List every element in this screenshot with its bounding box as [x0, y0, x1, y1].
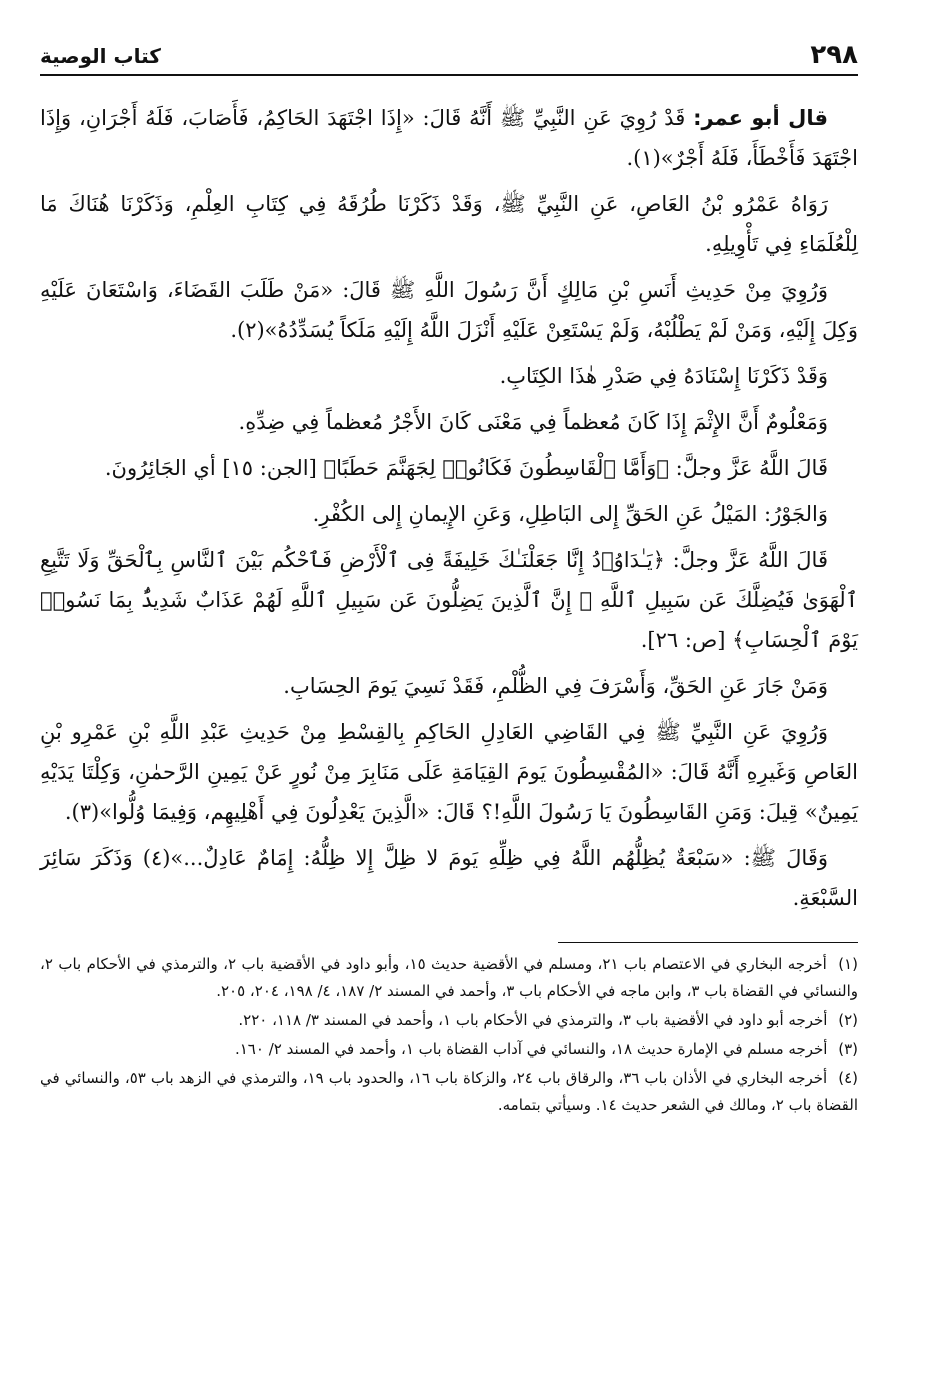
- footnote-divider: [558, 942, 858, 943]
- paragraph-text: قَدْ رُوِيَ عَنِ النَّبِيِّ ﷺ أَنَّهُ قَالَ: «إِذَا اجْتَهَدَ الحَاكِمُ، فَأَصَابَ، فَلَهُ أَجْرَانِ، وَإِذَا اجْتَهَدَ فَأَخْطَأَ، فَلَهُ أَجْرٌ»(١).: [40, 106, 858, 170]
- footnote-text: أخرجه البخاري في الأذان باب ٣٦، والرقاق باب ٢٤، والزكاة باب ١٦، والحدود باب ١٩، والترمذي في الزهد باب ٥٣، والنسائي في القضاة باب ٢، ومالك في الشعر حديث ١٤. وسيأتي بتمامه.: [40, 1069, 858, 1114]
- footnote-number: (٣): [838, 1040, 858, 1058]
- footnote-number: (٢): [838, 1011, 858, 1029]
- footnote: [40, 951, 858, 1005]
- footnote: [40, 1036, 858, 1063]
- paragraph: وَقَالَ ﷺ: «سَبْعَةٌ يُظِلُّهُم اللَّهُ فِي ظِلِّهِ يَومَ لا ظِلَّ إِلا ظِلُّهُ: إِمَامٌ عَادِلٌ...»(٤) وَذَكَرَ سَائِرَ السَّبْعَةِ.: [40, 846, 858, 910]
- footnote-text: أخرجه أبو داود في الأقضية باب ٣، والترمذي في الأحكام باب ١، وأحمد في المسند ٣/ ١١٨، ٢٢٠.: [238, 1011, 828, 1029]
- paragraph: قَالَ اللَّهُ عَزَّ وجلَّ: ﴿يَـٰدَاوُۥدُ إِنَّا جَعَلْنَـٰكَ خَلِيفَةً فِى ٱلْأَرْضِ فَٱحْكُم بَيْنَ ٱلنَّاسِ بِٱلْحَقِّ وَلَا تَتَّبِعِ ٱلْهَوَىٰ فَيُضِلَّكَ عَن سَبِيلِ ٱللَّهِ ۚ إِنَّ ٱلَّذِينَ يَضِلُّونَ عَن سَبِيلِ ٱللَّهِ لَهُمْ عَذَابٌ شَدِيدٌۢ بِمَا نَسُوا۟ يَوْمَ ٱلْحِسَابِ﴾ [ص: ٢٦].: [40, 548, 858, 652]
- footnote-number: (٤): [838, 1069, 859, 1087]
- footnote-text: أخرجه مسلم في الإمارة حديث ١٨، والنسائي في آداب القضاة باب ١، وأحمد في المسند ٢/ ١٦٠.: [234, 1040, 828, 1058]
- paragraph: وَقَدْ ذَكَرْنَا إِسْنَادَهُ فِي صَدْرِ هٰذَا الكِتَابِ.: [499, 364, 828, 388]
- page-number: ٢٩٨: [810, 40, 858, 70]
- footnote: [40, 1007, 858, 1034]
- running-title: كتاب الوصية: [40, 44, 161, 68]
- paragraph: قَالَ اللَّهُ عَزَّ وجلَّ: ﴿وَأَمَّا ٱلْقَاسِطُونَ فَكَانُوا۟ لِجَهَنَّمَ حَطَبًا﴾ [الجن: ١٥] أي الجَائِرُونَ.: [104, 456, 828, 480]
- page-header: [40, 30, 858, 76]
- paragraph: وَمَنْ جَارَ عَنِ الحَقِّ، وَأَسْرَفَ فِي الظُّلْمِ، فَقَدْ نَسِيَ يَومَ الحِسَابِ.: [283, 674, 828, 698]
- footnote-number: (١): [838, 955, 858, 973]
- book-page: [40, 30, 858, 1121]
- paragraph: وَرُوِيَ مِنْ حَدِيثِ أَنَسِ بْنِ مَالِكٍ أَنَّ رَسُولَ اللَّهِ ﷺ قَالَ: «مَنْ طَلَبَ القَضَاءَ، وَاسْتَعَانَ عَلَيْهِ وَكِلَ إِلَيْهِ، وَمَنْ لَمْ يَطْلُبْهُ، وَلَمْ يَسْتَعِنْ عَلَيْهِ أَنْزَلَ اللَّهُ إِلَيْهِ مَلَكاً يُسَدِّدُهُ»(٢).: [40, 278, 858, 342]
- paragraph: وَالجَوْرُ: المَيْلُ عَنِ الحَقِّ إِلى البَاطِلِ، وَعَنِ الإِيمانِ إِلى الكُفْرِ.: [312, 502, 828, 526]
- footnotes: [40, 951, 858, 1119]
- paragraph: وَرُوِيَ عَنِ النَّبِيِّ ﷺ فِي القَاضِي العَادِلِ الحَاكِمِ بِالقِسْطِ مِنْ حَدِيثِ عَبْدِ اللَّهِ بْنِ عَمْرِو بْنِ العَاصِ وَغَيرِهِ أَنَّهُ قَالَ: «المُقْسِطُونَ يَومَ القِيَامَةِ عَلَى مَنَابِرَ مِنْ نُورٍ عَنْ يَمِينِ الرَّحمٰنِ، وَكِلْتَا يَدَيْهِ يَمِينٌ» قِيلَ: وَمَنِ القَاسِطُونَ يَا رَسُولَ اللَّهِ!؟ قَالَ: «الَّذِينَ يَعْدِلُونَ فِي أَهْلِيهِم، وَفِيمَا وُلُّوا»(٣).: [40, 720, 858, 824]
- paragraph: رَوَاهُ عَمْرُو بْنُ العَاصِ، عَنِ النَّبِيِّ ﷺ، وَقَدْ ذَكَرْنَا طُرُقَهُ فِي كِتَابِ العِلْمِ، وَذَكَرْنَا هُنَاكَ مَا لِلْعُلَمَاءِ فِي تَأْوِيلِهِ.: [40, 192, 858, 256]
- main-text: [40, 98, 858, 918]
- paragraph: [40, 98, 858, 178]
- footnote: [40, 1065, 858, 1119]
- paragraph: وَمَعْلُومٌ أَنَّ الإِثْمَ إِذَا كَانَ مُعظماً فِي مَعْنَى كَانَ الأَجْرُ مُعظماً فِي ضِدِّهِ.: [238, 410, 828, 434]
- speaker-label: قال أبو عمر:: [693, 106, 828, 130]
- footnote-text: أخرجه البخاري في الاعتصام باب ٢١، ومسلم في الأقضية حديث ١٥، وأبو داود في الأقضية باب ٢، والترمذي في الأحكام باب ٢، والنسائي في القضاة باب ٣، وابن ماجه في الأحكام باب ٣، وأحمد في المسند ٢/ ١٨٧، ٤/ ١٩٨، ٢٠٤، ٢٠٥.: [40, 955, 858, 1000]
